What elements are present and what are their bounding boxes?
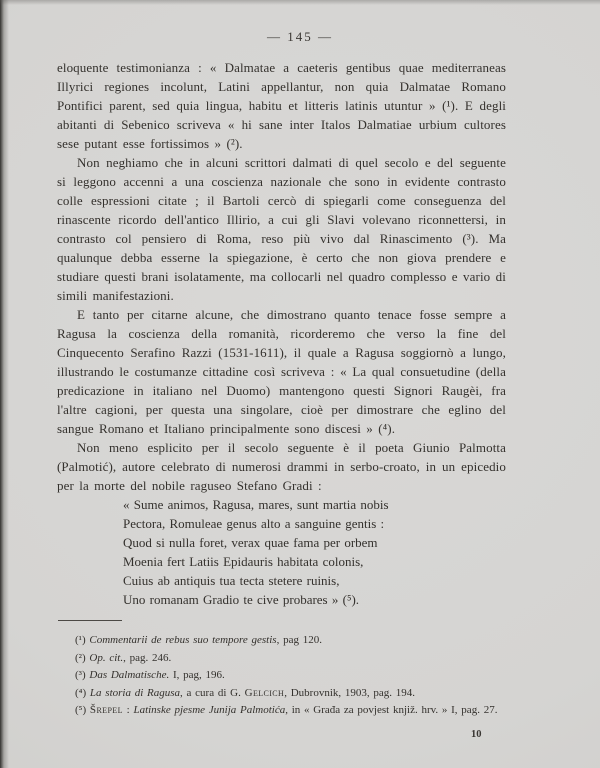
footnote-4 bbox=[49, 685, 506, 703]
paragraph-4: Non meno esplicito per il secolo seguente è il poeta Giunio Palmotta (Palmotić), autore celebrato di numerosi drammi in serbo-croato, in un epicedio per la morte del nobile raguseo Stefano Gradi : bbox=[57, 440, 506, 493]
verse-line: Pectora, Romuleae genus alto a sanguine gentis : bbox=[123, 516, 385, 531]
main-text-block bbox=[57, 58, 506, 609]
footnote-2 bbox=[49, 650, 506, 668]
footnote-text: , Dubrovnik, 1903, pag. 194. bbox=[284, 686, 416, 699]
page-number-header: — 145 — bbox=[267, 29, 333, 44]
footnote-3 bbox=[49, 667, 506, 685]
footnote-text: , pag 120. bbox=[276, 634, 322, 646]
verse-line: « Sume animos, Ragusa, mares, sunt martia nobis bbox=[123, 497, 389, 512]
footnote-1 bbox=[49, 632, 506, 650]
footnote-text: I, pag, 196. bbox=[169, 669, 225, 681]
verse-line: Moenia fert Latiis Epidauris habitata colonis, bbox=[123, 554, 364, 569]
footnote-title: Latinske pjesme Junija Palmotića bbox=[133, 704, 286, 716]
printer-signature-mark: 10 bbox=[471, 729, 482, 740]
footnote-marker: (¹) bbox=[75, 634, 90, 646]
footnote-text: , a cura di G. bbox=[180, 686, 245, 699]
footnote-text: : bbox=[122, 704, 134, 716]
footnote-title: Das Dalmatische. bbox=[89, 669, 170, 681]
latin-verse-block bbox=[123, 495, 506, 609]
footnote-title: Op. cit. bbox=[89, 651, 124, 664]
footnote-text: , pag. 246. bbox=[123, 651, 172, 664]
paragraph-2: Non neghiamo che in alcuni scrittori dalmati di quel secolo e del seguente si leggono accenni a una coscienza nazionale che sono in evidente contrasto colle espressioni citate ; il Bartoli cercò di spiegarli come conseguenza del rinascente ricordo dell'antico Illirio, a cui gli Slavi volevano riconnettersi, in contrasto col pensiero di Roma, reso più vivo dal Rinascimento (³). Ma qualunque debba esserne la spiegazione, è certo che non giova prendere e studiare questi brani isolatamente, ma collocarli nel quadro complesso e vario di simili manifestazioni. bbox=[57, 155, 506, 303]
footnote-marker: (²) bbox=[75, 651, 90, 664]
footnote-block bbox=[49, 620, 506, 720]
footnote-separator-rule bbox=[58, 620, 122, 621]
footnote-title: Commentarii de rebus suo tempore gestis bbox=[89, 634, 277, 646]
scan-top-edge-shadow bbox=[0, 0, 600, 5]
footnote-marker: (⁵) bbox=[75, 704, 90, 716]
verse-line: Quod si nulla foret, verax quae fama per orbem bbox=[123, 535, 378, 550]
verse-line: Cuius ab antiquis tua tecta stetere ruinis, bbox=[123, 573, 340, 588]
verse-line: Uno romanam Gradio te cive probares » (⁵). bbox=[123, 592, 360, 607]
paragraph-1: eloquente testimonianza : « Dalmatae a caeteris gentibus quae mediterraneas Illyrici regiones incolunt, Latini appellantur, non quia Dalmatae Romano Pontifici parent, sed quia lingua, habitu et litteris latinis utuntur » (¹). E degli abitanti di Sebenico scriveva « hi sane inter Italos Dalmatiae urbium cultores sese putant esse fortissimos » (²). bbox=[57, 60, 506, 151]
footnote-author: Šrepel bbox=[89, 704, 123, 716]
footnote-text: , in « Građa za povjest knjiž. hrv. » I, pag. 27. bbox=[285, 704, 498, 716]
scan-left-edge-shadow bbox=[0, 0, 9, 768]
paragraph-3: E tanto per citarne alcune, che dimostrano quanto tenace fosse sempre a Ragusa la coscienza della romanità, ricorderemo che verso la fine del Cinquecento Serafino Razzi (1531-1611), il quale a Ragusa soggiornò a lungo, illustrando le costumanze cittadine così scriveva : « La qual consuetudine (della predicazione in italiano nel Duomo) mantengono questi Signori Raugèi, fra l'altre cagioni, per questa una singolare, cioè per dimostrare che eglino del sangue Romano et Italiano principalmente sono discesi » (⁴). bbox=[57, 307, 506, 436]
footnote-title: La storia di Ragusa bbox=[89, 686, 181, 699]
footnote-author: Gelcich bbox=[244, 686, 285, 699]
footnote-marker: (³) bbox=[75, 669, 90, 681]
footnote-marker: (⁴) bbox=[75, 686, 90, 699]
footnote-5 bbox=[49, 702, 506, 720]
